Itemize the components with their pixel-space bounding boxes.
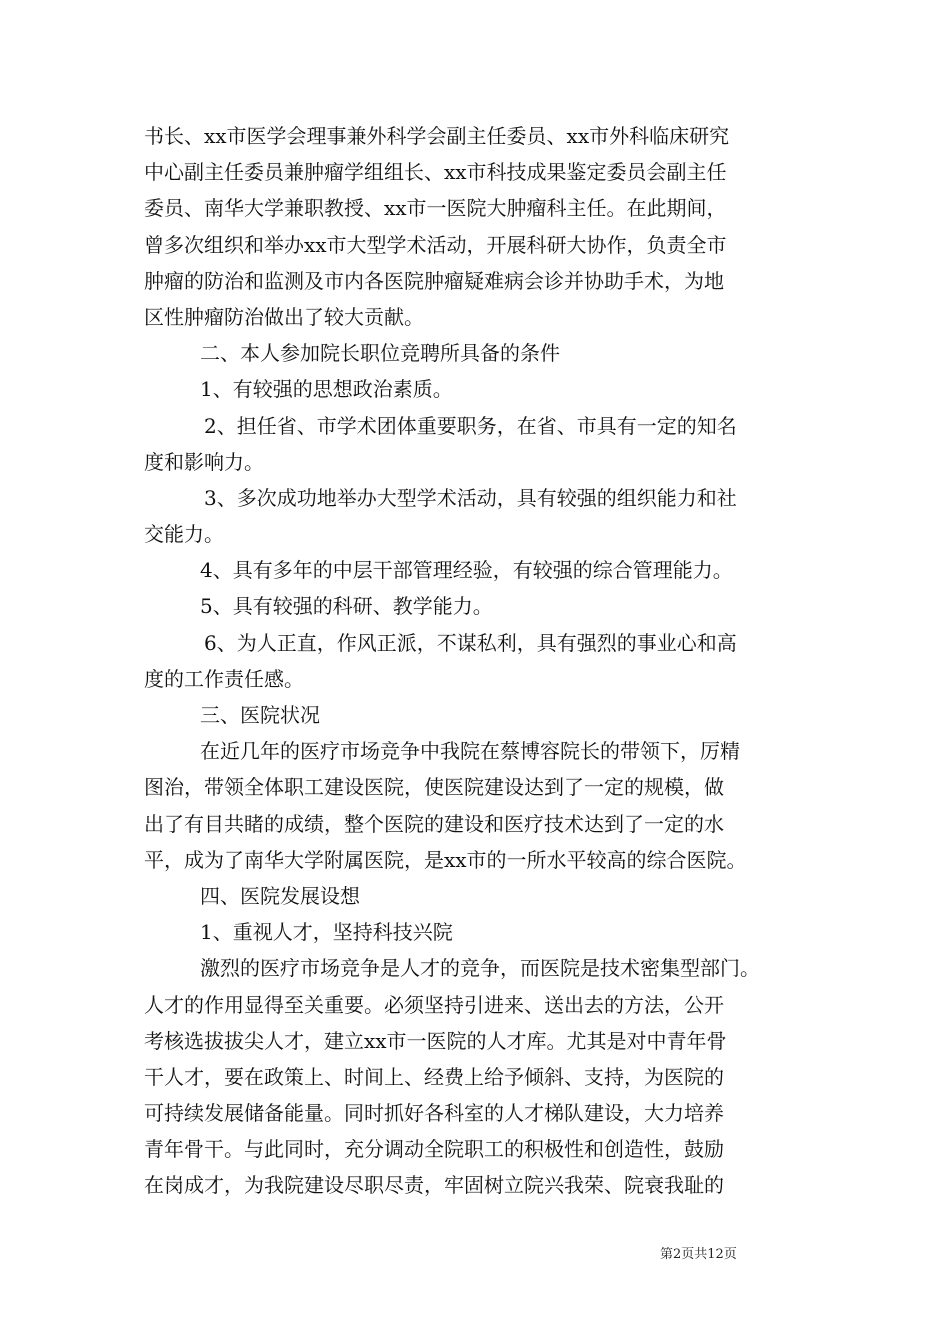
text-line: 人才的作用显得至关重要。必须坚持引进来、送出去的方法，公开	[144, 992, 724, 1017]
text-line: 在近几年的医疗市场竞争中我院在蔡博容院长的带领下，厉精	[200, 739, 740, 764]
text-line: 区性肿瘤防治做出了较大贡献。	[144, 304, 424, 329]
text-line: 度和影响力。	[144, 449, 264, 474]
text-line: 平，成为了南华大学附属医院，是xx市的一所水平较高的综合医院。	[144, 847, 747, 872]
text-line: 委员、南华大学兼职教授、xx市一医院大肿瘤科主任。在此期间，	[144, 196, 727, 221]
page-number-footer: 第2页共12页	[660, 1247, 737, 1262]
text-line: 度的工作责任感。	[144, 666, 304, 691]
text-line: 干人才，要在政策上、时间上、经费上给予倾斜、支持，为医院的	[144, 1064, 724, 1089]
text-line: 1、有较强的思想政治素质。	[200, 377, 453, 402]
text-line: 2、担任省、市学术团体重要职务，在省、市具有一定的知名	[204, 413, 737, 438]
document-body	[144, 118, 816, 1204]
text-line: 二、本人参加院长职位竞聘所具备的条件	[200, 341, 560, 366]
text-line: 在岗成才，为我院建设尽职尽责，牢固树立院兴我荣、院衰我耻的	[144, 1173, 724, 1198]
text-line: 青年骨干。与此同时，充分调动全院职工的积极性和创造性，鼓励	[144, 1137, 724, 1162]
text-line: 曾多次组织和举办xx市大型学术活动，开展科研大协作，负责全市	[144, 232, 727, 257]
text-line: 4、具有多年的中层干部管理经验，有较强的综合管理能力。	[200, 558, 733, 583]
text-line: 可持续发展储备能量。同时抓好各科室的人才梯队建设，大力培养	[144, 1101, 724, 1126]
text-line: 肿瘤的防治和监测及市内各医院肿瘤疑难病会诊并协助手术，为地	[144, 268, 724, 293]
text-line: 5、具有较强的科研、教学能力。	[200, 594, 493, 619]
text-line: 书长、xx市医学会理事兼外科学会副主任委员、xx市外科临床研究	[144, 124, 730, 148]
text-line: 图治，带领全体职工建设医院，使医院建设达到了一定的规模，做	[144, 775, 724, 800]
text-line: 中心副主任委员兼肿瘤学组组长、xx市科技成果鉴定委员会副主任	[144, 160, 727, 185]
text-line: 四、医院发展设想	[200, 883, 360, 908]
text-line: 出了有目共睹的成绩，整个医院的建设和医疗技术达到了一定的水	[144, 811, 724, 836]
text-line: 1、重视人才，坚持科技兴院	[200, 920, 453, 945]
text-line: 交能力。	[144, 522, 224, 547]
text-line: 3、多次成功地举办大型学术活动，具有较强的组织能力和社	[204, 485, 737, 510]
text-line: 考核选拔拔尖人才，建立xx市一医院的人才库。尤其是对中青年骨	[144, 1028, 727, 1053]
text-line: 6、为人正直，作风正派，不谋私利，具有强烈的事业心和高	[204, 630, 737, 655]
text-line: 三、医院状况	[200, 703, 320, 727]
text-line: 激烈的医疗市场竞争是人才的竞争，而医院是技术密集型部门。	[200, 956, 760, 981]
